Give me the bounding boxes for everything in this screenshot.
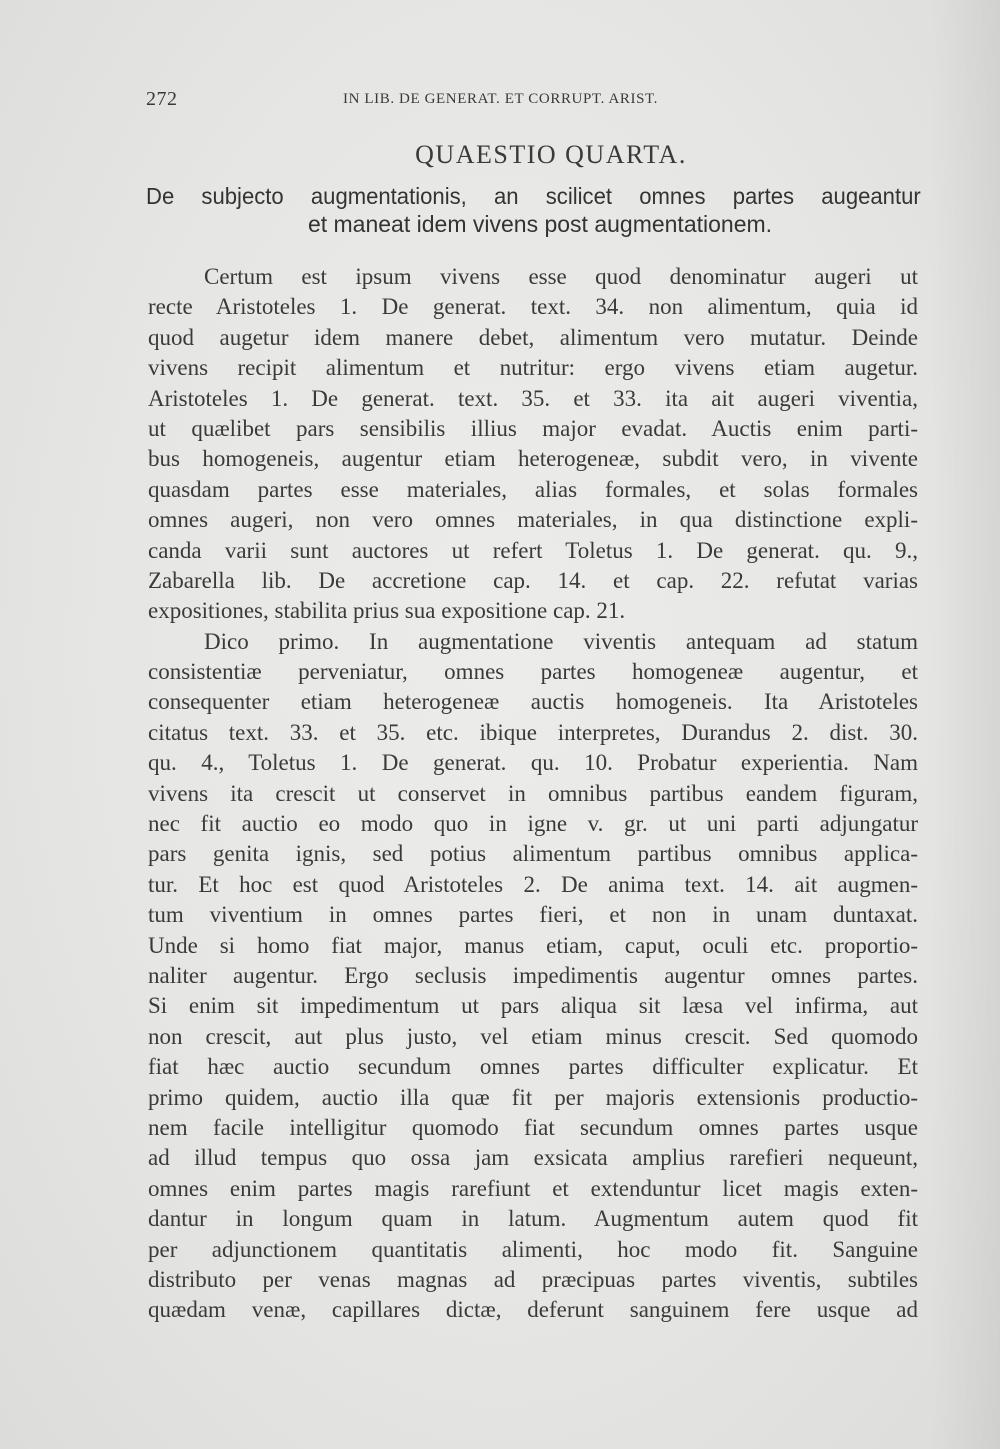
text-line: ut quælibet pars sensibilis illius major evadat. Auctis enim parti- (148, 415, 918, 441)
text-line: Aristoteles 1. De generat. text. 35. et 33. ita ait augeri viventia, (148, 385, 918, 411)
text-line: ad illud tempus quo ossa jam exsicata amplius rarefieri nequeunt, (148, 1145, 918, 1171)
text-line: fiat hæc auctio secundum omnes partes difficulter explicatur. Et (148, 1054, 918, 1080)
text-line: bus homogeneis, augentur etiam heterogeneæ, subdit vero, in vivente (148, 446, 918, 472)
text-line: quasdam partes esse materiales, alias formales, et solas formales (148, 476, 918, 502)
text-line: quædam venæ, capillares dictæ, deferunt sanguinem fere usque ad (148, 1297, 918, 1323)
subtitle-line-1: De subjecto augmentationis, an scilicet omnes partes augeantur (146, 183, 921, 209)
text-line: distributo per venas magnas ad præcipuas partes viventis, subtiles (148, 1266, 918, 1292)
text-line: per adjunctionem quantitatis alimenti, hoc modo fit. Sanguine (148, 1236, 918, 1262)
text-line: omnes enim partes magis rarefiunt et extenduntur licet magis exten- (148, 1175, 918, 1201)
body-text (148, 262, 918, 1326)
text-line: primo quidem, auctio illa quæ fit per majoris extensionis productio- (148, 1084, 918, 1110)
text-line: citatus text. 33. et 35. etc. ibique interpretes, Durandus 2. dist. 30. (148, 719, 918, 745)
text-line: Unde si homo fiat major, manus etiam, caput, oculi etc. proportio- (148, 932, 918, 958)
text-line: Si enim sit impedimentum ut pars aliqua sit læsa vel infirma, aut (148, 993, 918, 1019)
text-line: pars genita ignis, sed potius alimentum partibus omnibus applica- (148, 841, 918, 867)
text-line: recte Aristoteles 1. De generat. text. 34. non alimentum, quia id (148, 294, 918, 320)
text-line: canda varii sunt auctores ut refert Toletus 1. De generat. qu. 9., (148, 537, 918, 563)
text-line: vivens ita crescit ut conservet in omnibus partibus eandem figuram, (148, 780, 918, 806)
text-line: qu. 4., Toletus 1. De generat. qu. 10. Probatur experientia. Nam (148, 750, 918, 776)
text-line: non crescit, aut plus justo, vel etiam minus crescit. Sed quomodo (148, 1023, 918, 1049)
page-number: 272 (146, 88, 178, 110)
text-line: consequenter etiam heterogeneæ auctis homogeneis. Ita Aristoteles (148, 689, 918, 715)
text-line: dantur in longum quam in latum. Augmentum autem quod fit (148, 1206, 918, 1232)
text-line: tur. Et hoc est quod Aristoteles 2. De anima text. 14. ait augmen- (148, 871, 918, 897)
text-line: tum viventium in omnes partes fieri, et non in unam duntaxat. (148, 902, 918, 928)
text-line: Zabarella lib. De accretione cap. 14. et cap. 22. refutat varias (148, 567, 918, 593)
text-line: naliter augentur. Ergo seclusis impedimentis augentur omnes partes. (148, 962, 918, 988)
subtitle-line-2: et maneat idem vivens post augmentationem. (307, 211, 773, 237)
text-line: omnes augeri, non vero omnes materiales, in qua distinctione expli- (148, 507, 918, 533)
section-title: QUAESTIO QUARTA. (415, 140, 687, 169)
text-line: quod augetur idem manere debet, alimentum vero mutatur. Deinde (148, 324, 918, 350)
text-line: expositiones, stabilita prius sua expositione cap. 21. (148, 598, 626, 624)
text-line: nem facile intelligitur quomodo fiat secundum omnes partes usque (148, 1114, 918, 1140)
text-line: Certum est ipsum vivens esse quod denominatur augeri ut (204, 264, 918, 289)
text-line: Dico primo. In augmentatione viventis antequam ad statum (204, 628, 918, 654)
text-line: consistentiæ perveniatur, omnes partes homogeneæ augentur, et (148, 659, 918, 685)
running-head (146, 88, 926, 118)
text-line: vivens recipit alimentum et nutritur: ergo vivens etiam augetur. (148, 355, 918, 381)
page-edge-shadow (930, 0, 1000, 1449)
running-title: IN LIB. DE GENERAT. ET CORRUPT. ARIST. (343, 91, 659, 107)
text-line: nec fit auctio eo modo quo in igne v. gr. ut uni parti adjungatur (148, 811, 918, 837)
section-subtitle (146, 182, 926, 238)
